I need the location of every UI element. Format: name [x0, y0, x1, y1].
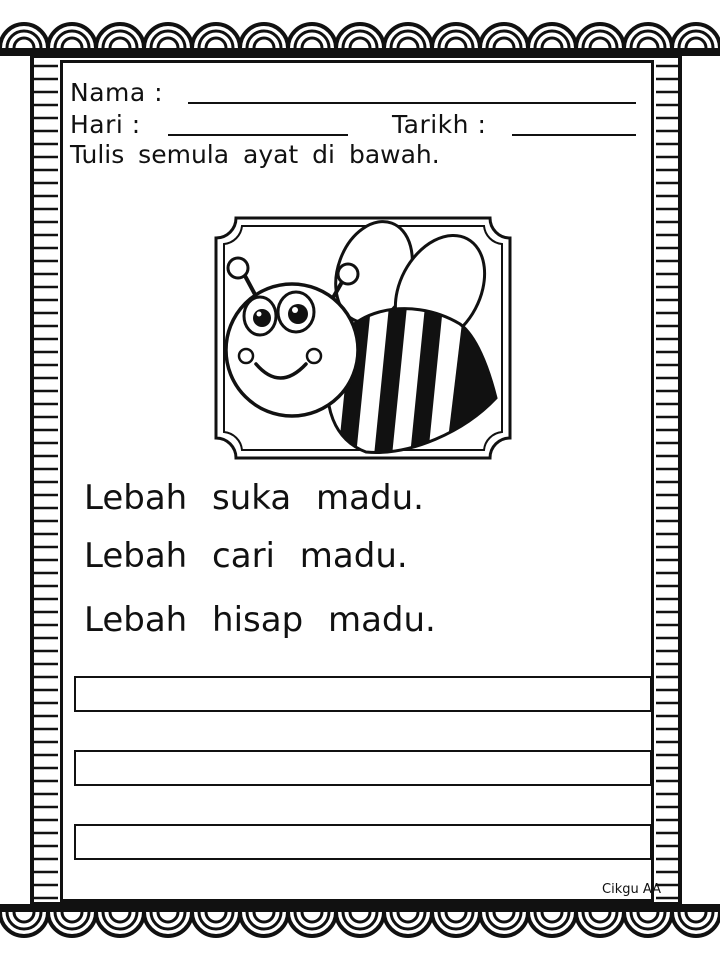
hari-line[interactable]: [168, 134, 348, 136]
frame-border-left: [32, 60, 60, 900]
answer-box-1[interactable]: [74, 676, 652, 712]
instruction-text: Tulis semula ayat di bawah.: [70, 140, 440, 169]
scallop-border-top: [0, 0, 720, 60]
tarikh-line[interactable]: [512, 134, 636, 136]
nama-label: Nama :: [70, 78, 164, 107]
sentence-1: Lebah suka madu.: [84, 478, 424, 518]
frame-border-right: [654, 60, 682, 900]
answer-box-2[interactable]: [74, 750, 652, 786]
sentence-3: Lebah hisap madu.: [84, 600, 436, 640]
nama-line[interactable]: [188, 102, 636, 104]
answer-box-3[interactable]: [74, 824, 652, 860]
tarikh-label: Tarikh :: [392, 110, 487, 139]
hari-label: Hari :: [70, 110, 141, 139]
sentence-2: Lebah cari madu.: [84, 536, 408, 576]
credit-text: Cikgu AA: [602, 882, 661, 897]
bee-icon: [214, 216, 512, 460]
scallop-border-bottom: [0, 900, 720, 960]
